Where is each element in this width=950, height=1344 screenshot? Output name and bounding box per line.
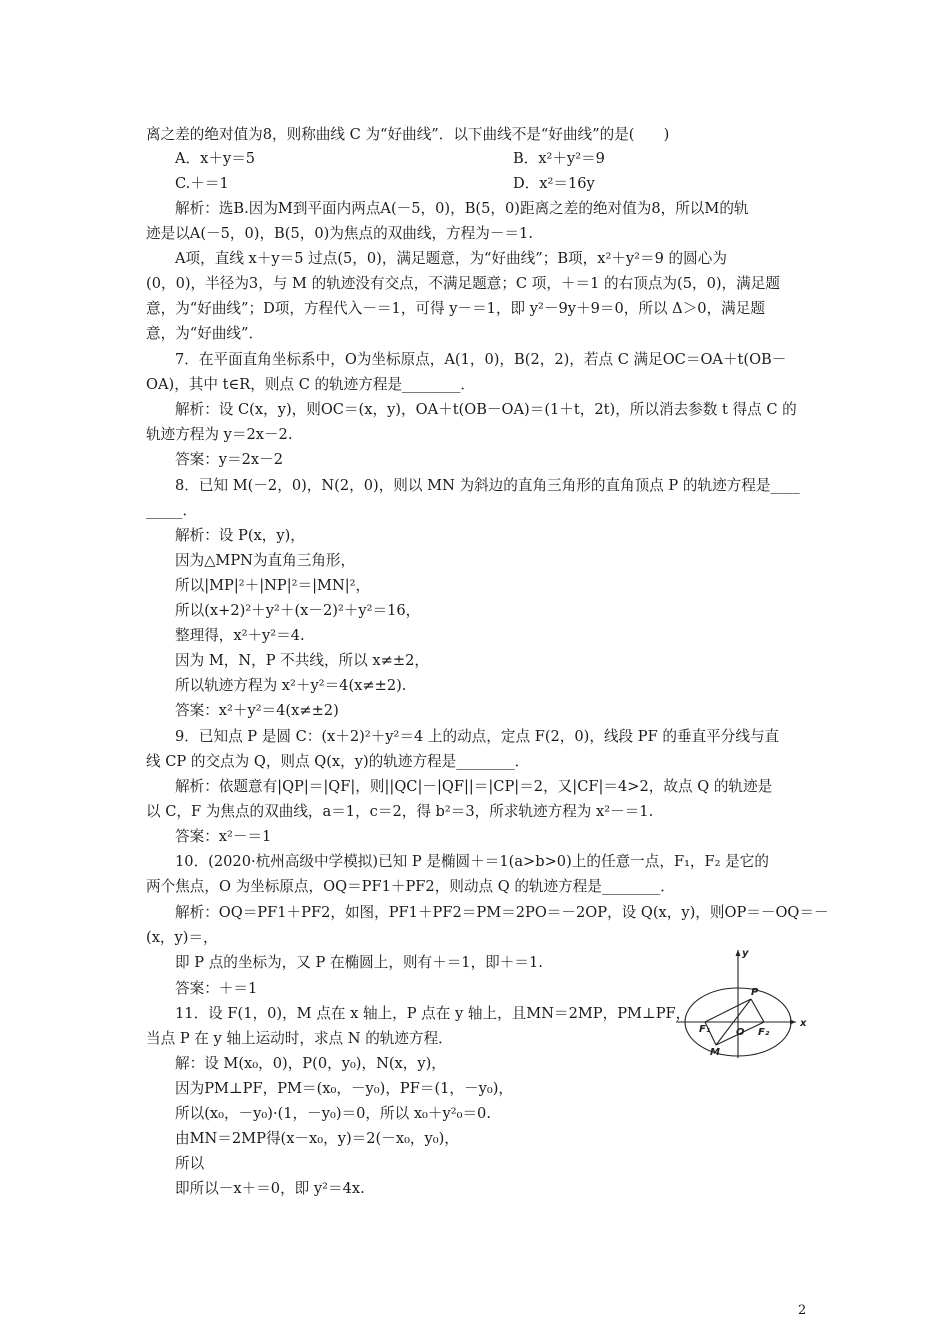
text-line: 解析：OQ＝PF1＋PF2，如图，PF1＋PF2＝PM＝2PO＝－2OP，设 Q(x，y)，则OP＝－OQ＝－: [175, 904, 829, 921]
ellipse-figure: [672, 942, 812, 1062]
answer-10: 答案：＋＝1: [175, 980, 258, 997]
text-line: 所以轨迹方程为 x²＋y²＝4(x≠±2).: [175, 677, 407, 694]
label-y: y: [742, 948, 749, 959]
option-c: C.＋＝1: [175, 175, 229, 192]
text-line: 两个焦点，O 为坐标原点，OQ＝PF1＋PF2，则动点 Q 的轨迹方程是________．: [146, 878, 675, 895]
text-line: 解析：设 P(x，y)，: [175, 527, 305, 544]
text-line: 解：设 M(x₀，0)，P(0，y₀)，N(x，y)，: [175, 1055, 446, 1072]
label-x: x: [800, 1018, 807, 1029]
option-b: B．x²＋y²＝9: [513, 150, 605, 167]
text-line: (0，0)，半径为3，与 M 的轨迹没有交点，不满足题意；C 项，＋＝1 的右顶点为(5，0)，满足题: [146, 275, 780, 292]
question-7: 7．在平面直角坐标系中，O为坐标原点，A(1，0)，B(2，2)，若点 C 满足OC＝OA＋t(OB－: [175, 351, 787, 368]
option-a: A．x＋y＝5: [175, 150, 256, 167]
text-line: A项，直线 x＋y＝5 过点(5，0)，满足题意，为“好曲线”；B项，x²＋y²＝9 的圆心为: [175, 250, 727, 267]
question-8: 8．已知 M(－2，0)，N(2，0)，则以 MN 为斜边的直角三角形的直角顶点 P 的轨迹方程是____: [175, 477, 800, 494]
label-m: M: [710, 1047, 720, 1058]
text-line: 所以(x₀，－y₀)·(1，－y₀)＝0，所以 x₀＋y²₀＝0.: [175, 1105, 491, 1122]
segment-pf1: [705, 999, 751, 1022]
text-line: 意，为“好曲线”．: [146, 325, 264, 342]
label-f1: F₁: [699, 1024, 711, 1035]
text-line: 因为 M，N，P 不共线，所以 x≠±2，: [175, 652, 429, 669]
label-p: P: [751, 987, 759, 998]
text-line: 迹是以A(－5，0)，B(5，0)为焦点的双曲线，方程为－＝1.: [146, 225, 533, 242]
text-line: 所以: [175, 1155, 205, 1172]
text-line: 解析：选B.因为M到平面内两点A(－5，0)，B(5，0)距离之差的绝对值为8，所以M的轨: [175, 200, 749, 217]
text-line: 当点 P 在 y 轴上运动时，求点 N 的轨迹方程．: [146, 1030, 453, 1047]
text-line: 由MN＝2MP得(x－x₀，y)＝2(－x₀，y₀)，: [175, 1130, 459, 1147]
question-9: 9．已知点 P 是圆 C：(x＋2)²＋y²＝4 上的动点，定点 F(2，0)，线段 PF 的垂直平分线与直: [175, 728, 780, 745]
text-line: 线 CP 的交点为 Q，则点 Q(x，y)的轨迹方程是________．: [146, 753, 530, 770]
text-line: 轨迹方程为 y＝2x－2.: [146, 426, 293, 443]
text-line: 所以|MP|²＋|NP|²＝|MN|²，: [175, 577, 371, 594]
text-line: 所以(x+2)²＋y²＋(x－2)²＋y²＝16，: [175, 602, 421, 619]
answer-8: 答案：x²＋y²＝4(x≠±2): [175, 702, 339, 719]
label-f2: F₂: [758, 1027, 770, 1038]
x-arrow-icon: [790, 1020, 796, 1025]
text-line: 因为△MPN为直角三角形，: [175, 552, 356, 569]
text-line: 解析：依题意有|QP|＝|QF|，则||QC|－|QF||＝|CP|＝2，又|CF|＝4>2，故点 Q 的轨迹是: [175, 778, 773, 795]
text-line: (x，y)＝，: [146, 929, 218, 946]
option-d: D．x²＝16y: [513, 175, 595, 192]
y-arrow-icon: [736, 950, 741, 956]
text-line: 意，为“好曲线”；D项，方程代入－＝1，可得 y－＝1，即 y²－9y＋9＝0，所以 Δ＞0，满足题: [146, 300, 765, 317]
text-line: OA)，其中 t∈R，则点 C 的轨迹方程是________．: [146, 376, 476, 393]
question-10: 10．(2020·杭州高级中学模拟)已知 P 是椭圆＋＝1(a>b>0)上的任意一点，F₁，F₂ 是它的: [175, 853, 769, 870]
question-11: 11．设 F(1，0)，M 点在 x 轴上，P 点在 y 轴上，且MN＝2MP，PM⊥PF，: [175, 1005, 691, 1022]
text-line: 即 P 点的坐标为，又 P 在椭圆上，则有＋＝1，即＋＝1.: [175, 954, 543, 971]
answer-9: 答案：x²－＝1: [175, 828, 272, 845]
text-line: 因为PM⊥PF，PM＝(x₀，－y₀)，PF＝(1，－y₀)，: [175, 1080, 514, 1097]
text-line: 解析：设 C(x，y)，则OC＝(x，y)，OA＋t(OB－OA)＝(1＋t，2t)，所以消去参数 t 得点 C 的: [175, 401, 797, 418]
answer-7: 答案：y＝2x－2: [175, 451, 284, 468]
segment-pf2: [751, 999, 764, 1022]
text-line: 以 C，F 为焦点的双曲线，a＝1，c＝2，得 b²＝3，所求轨迹方程为 x²－＝1.: [146, 803, 654, 820]
text-line: 离之差的绝对值为8，则称曲线 C 为“好曲线”．以下曲线不是“好曲线”的是( ): [146, 126, 670, 143]
label-o: O: [736, 1027, 745, 1038]
text-line: _____．: [146, 502, 198, 519]
text-line: 即所以－x＋＝0，即 y²＝4x.: [175, 1180, 365, 1197]
page-number: 2: [798, 1303, 807, 1318]
text-line: 整理得，x²＋y²＝4.: [175, 627, 305, 644]
